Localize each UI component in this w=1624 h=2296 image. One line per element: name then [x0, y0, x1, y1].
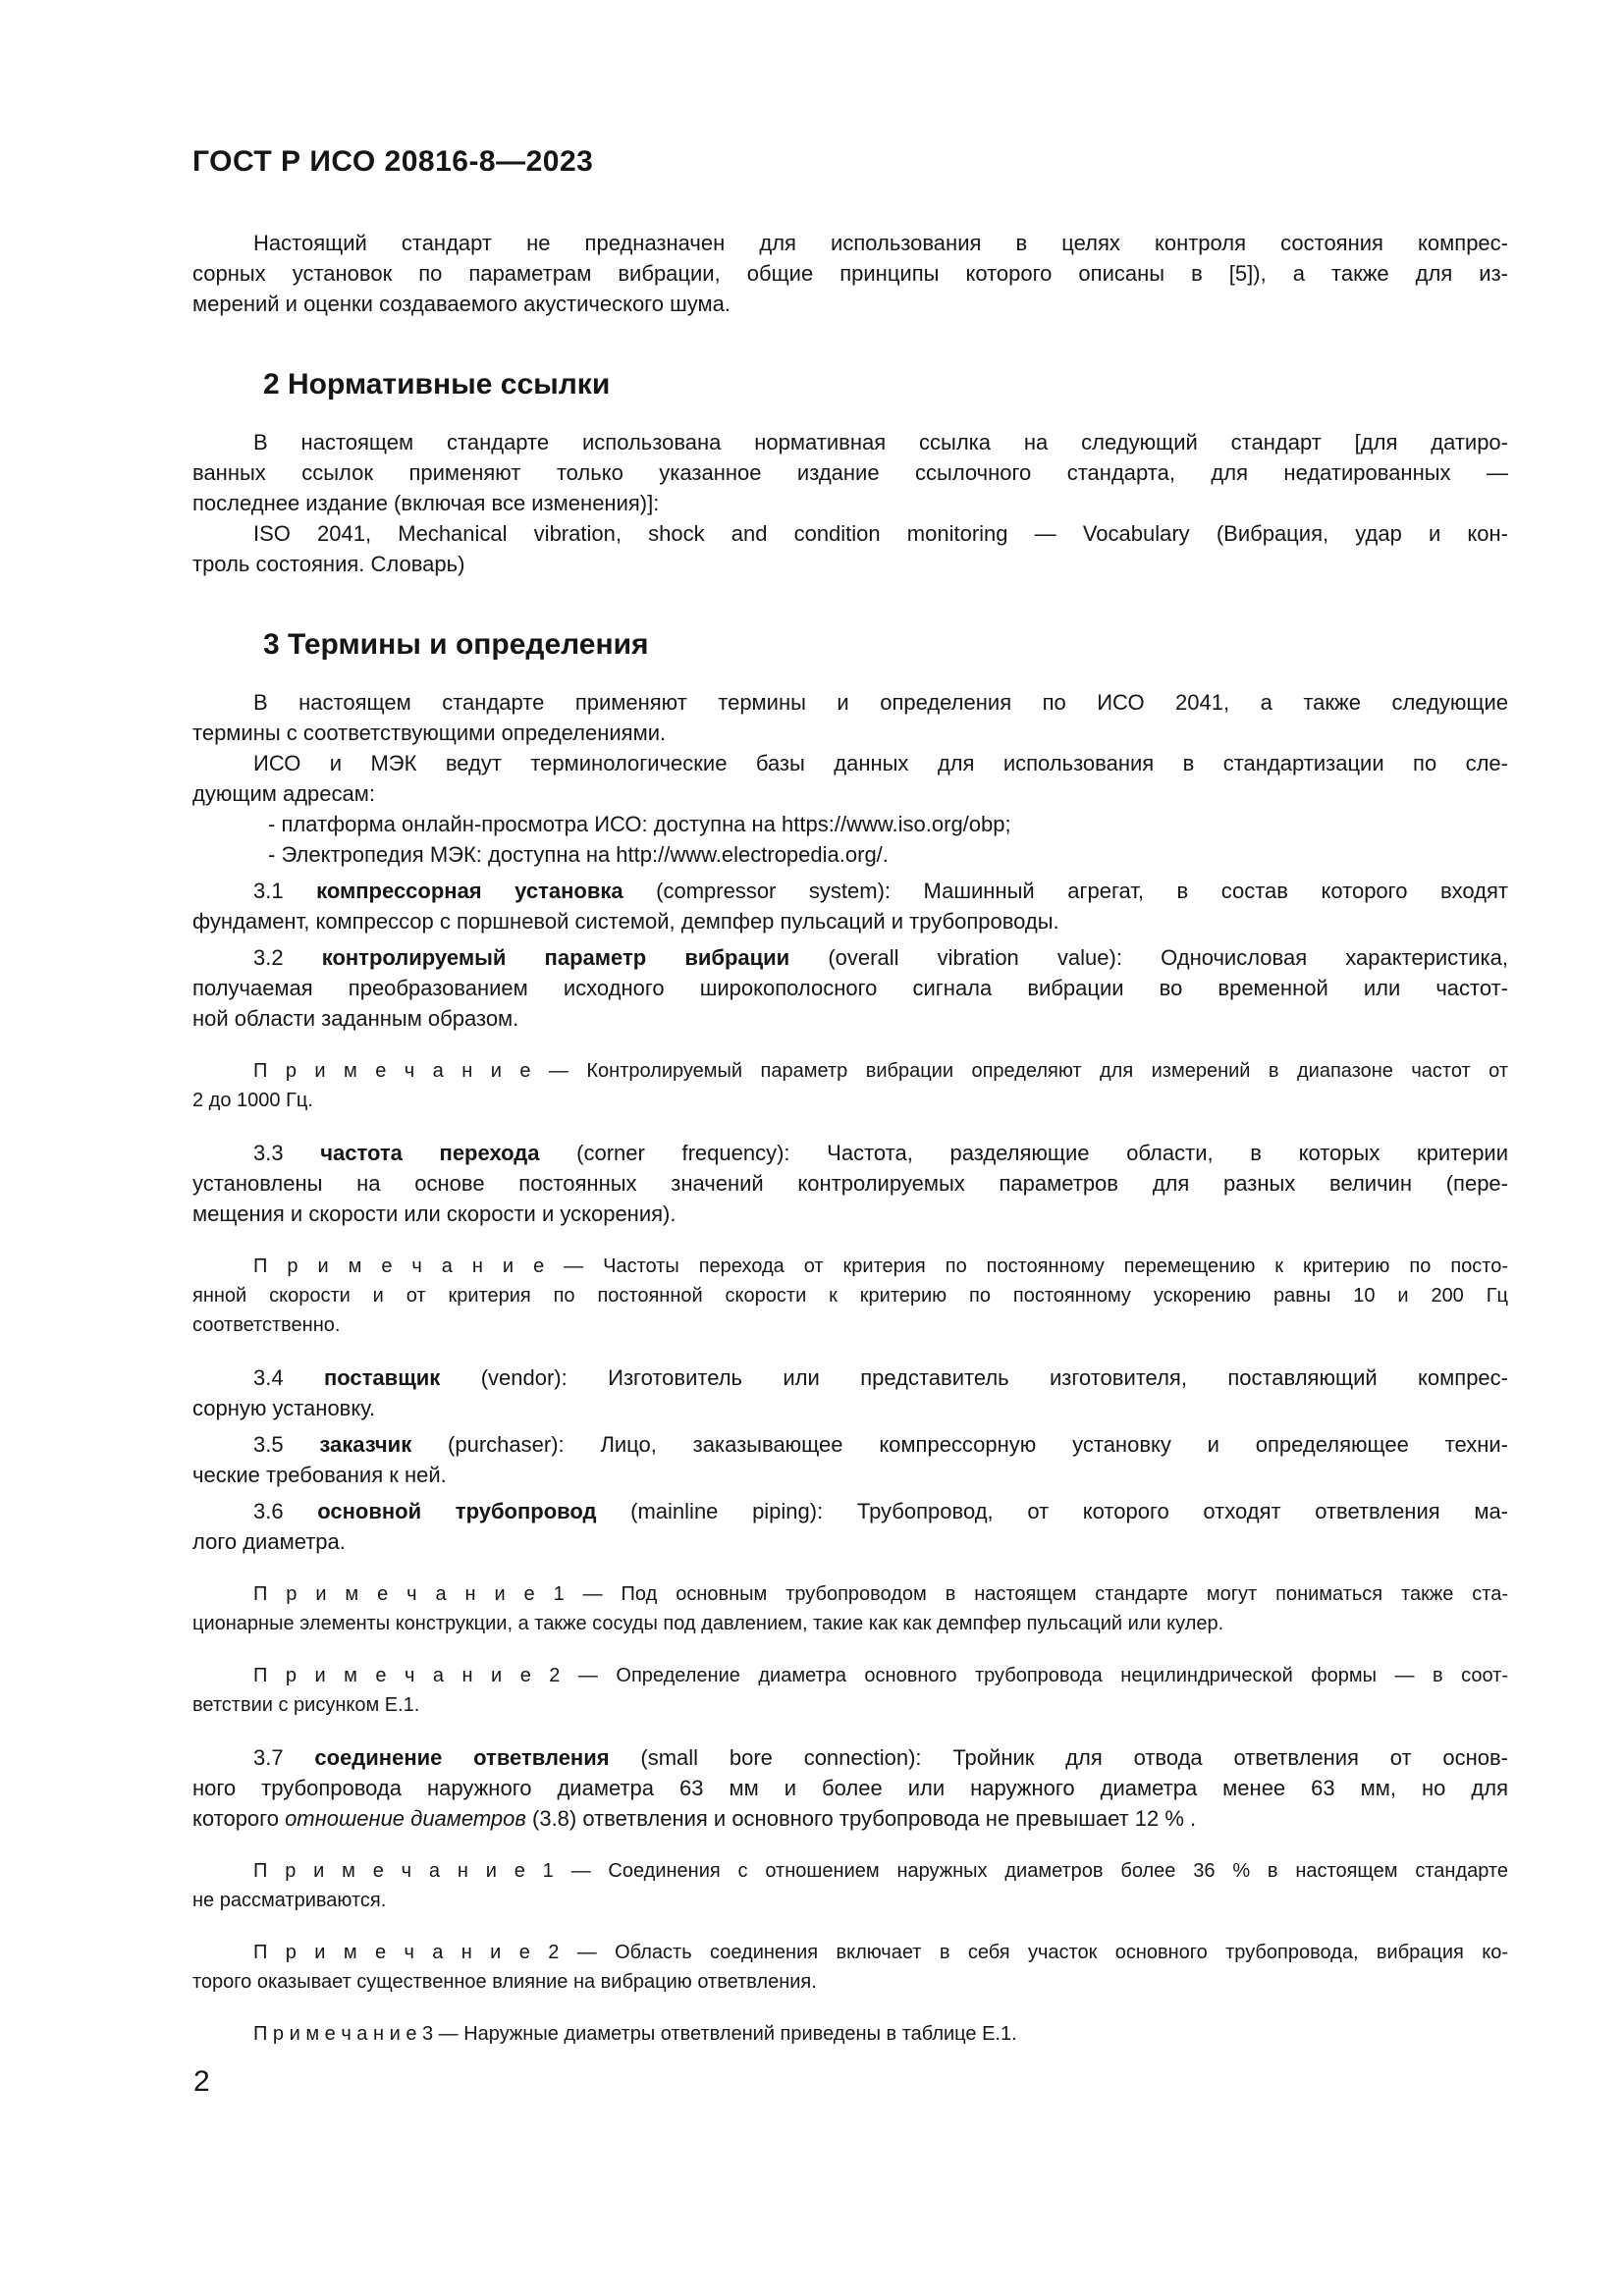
text-line: 3.1 компрессорная установка (compressor system): Машинный агрегат, в состав которого входят: [253, 879, 1508, 903]
text-line: сорную установку.: [192, 1396, 376, 1420]
text-line: П р и м е ч а н и е 2 — Область соединения включает в себя участок основного трубопровода, вибрация ко-: [253, 1942, 1508, 1963]
running-header: ГОСТ Р ИСО 20816-8—2023: [192, 145, 594, 178]
text-line: которого отношение диаметров (3.8) ответвления и основного трубопровода не превышает 12 % .: [192, 1806, 1197, 1831]
note-3-2: [192, 1056, 1508, 1115]
iso-2041-reference: [192, 518, 1508, 579]
text-line: В настоящем стандарте использована нормативная ссылка на следующий стандарт [для датиро-: [253, 430, 1508, 454]
term-3-5-purchaser: [192, 1429, 1508, 1490]
text-line: янной скорости и от критерия по постоянной скорости к критерию по постоянному ускорению равны 10 и 200 Гц: [192, 1285, 1508, 1307]
page-content: [192, 147, 1508, 2071]
text-line: мещения и скорости или скорости и ускорения).: [192, 1201, 677, 1226]
text-line: ционарные элементы конструкции, а также сосуды под давлением, такие как как демпфер пульсаций или кулер.: [192, 1613, 1224, 1634]
text-line: сорных установок по параметрам вибрации, общие принципы которого описаны в [5]), а также для из-: [192, 261, 1508, 286]
text-line: 3.4 поставщик (vendor): Изготовитель или представитель изготовителя, поставляющий компрес-: [253, 1365, 1508, 1390]
section-3-heading: [263, 626, 1508, 664]
text-line: ной области заданным образом.: [192, 1006, 519, 1031]
text-line: Настоящий стандарт не предназначен для использования в целях контроля состояния компрес-: [253, 231, 1508, 255]
term-3-7-small-bore-connection: [192, 1742, 1508, 1834]
text-line: 3.6 основной трубопровод (mainline piping): Трубопровод, от которого отходят ответвления ма-: [253, 1499, 1509, 1523]
text-line: соответственно.: [192, 1314, 341, 1336]
term-3-1-compressor-system: [192, 876, 1508, 936]
note-3-3: [192, 1252, 1508, 1340]
text-line: - платформа онлайн-просмотра ИСО: доступна на https://www.iso.org/obp;: [268, 812, 1011, 836]
text-line: последнее издание (включая все изменения)]:: [192, 491, 660, 515]
text-line: В настоящем стандарте применяют термины и определения по ИСО 2041, а также следующие: [253, 690, 1508, 715]
terminology-databases-paragraph: [192, 748, 1508, 809]
note-3-6-1: [192, 1579, 1508, 1638]
text-line: ного трубопровода наружного диаметра 63 мм и более или наружного диаметра менее 63 мм, но для: [192, 1776, 1508, 1800]
text-line: мерений и оценки создаваемого акустического шума.: [192, 292, 731, 316]
text-line: установлены на основе постоянных значений контролируемых параметров для разных величин (пере-: [192, 1171, 1508, 1196]
note-3-7-1: [192, 1856, 1508, 1915]
heading-text: 3 Термины и определения: [263, 628, 649, 661]
term-3-3-corner-frequency: [192, 1138, 1508, 1229]
scope-paragraph: [192, 228, 1508, 319]
text-line: 3.7 соединение ответвления (small bore connection): Тройник для отвода ответвления от основ-: [253, 1745, 1508, 1770]
text-line: П р и м е ч а н и е — Контролируемый параметр вибрации определяют для измерений в диапазоне частот от: [253, 1060, 1508, 1082]
text-line: лого диаметра.: [192, 1529, 346, 1554]
text-line: 3.3 частота перехода (corner frequency): Частота, разделяющие области, в которых критерии: [253, 1141, 1509, 1165]
text-line: П р и м е ч а н и е 3 — Наружные диаметры ответвлений приведены в таблице Е.1.: [253, 2023, 1017, 2045]
text-line: ИСО и МЭК ведут терминологические базы данных для использования в стандартизации по сле-: [253, 751, 1508, 775]
term-3-2-overall-vibration-value: [192, 942, 1508, 1034]
text-line: 3.5 заказчик (purchaser): Лицо, заказывающее компрессорную установку и определяющее техни-: [253, 1432, 1508, 1457]
text-line: не рассматриваются.: [192, 1890, 387, 1911]
normative-reference-paragraph: [192, 427, 1508, 518]
text-line: П р и м е ч а н и е 1 — Соединения с отношением наружных диаметров более 36 % в настоящем стандарте: [253, 1860, 1508, 1882]
page-number: 2: [193, 2065, 210, 2098]
text-line: торого оказывает существенное влияние на вибрацию ответвления.: [192, 1971, 817, 1993]
term-3-4-vendor: [192, 1362, 1508, 1423]
text-line: фундамент, компрессор с поршневой системой, демпфер пульсаций и трубопроводы.: [192, 909, 1059, 934]
term-3-6-mainline-piping: [192, 1496, 1508, 1557]
text-line: П р и м е ч а н и е 2 — Определение диаметра основного трубопровода нецилиндрической формы — в соот-: [253, 1665, 1508, 1686]
document-body: [192, 228, 1508, 2049]
text-line: П р и м е ч а н и е — Частоты перехода от критерия по постоянному перемещению к критерию по посто-: [253, 1255, 1508, 1277]
text-line: троль состояния. Словарь): [192, 552, 465, 576]
iso-obp-list-item: [268, 809, 1508, 839]
heading-text: 2 Нормативные ссылки: [263, 368, 611, 400]
text-line: дующим адресам:: [192, 781, 375, 806]
note-3-7-2: [192, 1938, 1508, 1997]
section-2-heading: [263, 366, 1508, 403]
iec-electropedia-list-item: [268, 839, 1508, 870]
text-line: ветствии с рисунком Е.1.: [192, 1694, 420, 1716]
text-line: П р и м е ч а н и е 1 — Под основным трубопроводом в настоящем стандарте могут пониматься также ста-: [253, 1583, 1508, 1605]
terms-intro-paragraph: [192, 687, 1508, 748]
text-line: 2 до 1000 Гц.: [192, 1090, 313, 1111]
text-line: термины с соответствующими определениями.: [192, 721, 667, 745]
text-line: ISO 2041, Mechanical vibration, shock and condition monitoring — Vocabulary (Вибрация, удар и кон-: [253, 521, 1508, 546]
text-line: 3.2 контролируемый параметр вибрации (overall vibration value): Одночисловая характеристика,: [253, 945, 1509, 970]
note-3-6-2: [192, 1661, 1508, 1720]
text-line: - Электропедия МЭК: доступна на http://www.electropedia.org/.: [268, 842, 889, 867]
text-line: ческие требования к ней.: [192, 1463, 447, 1487]
text-line: ванных ссылок применяют только указанное издание ссылочного стандарта, для недатированных —: [192, 460, 1508, 485]
text-line: получаемая преобразованием исходного широкополосного сигнала вибрации во временной или частот-: [192, 976, 1508, 1000]
note-3-7-3: [192, 2019, 1508, 2049]
